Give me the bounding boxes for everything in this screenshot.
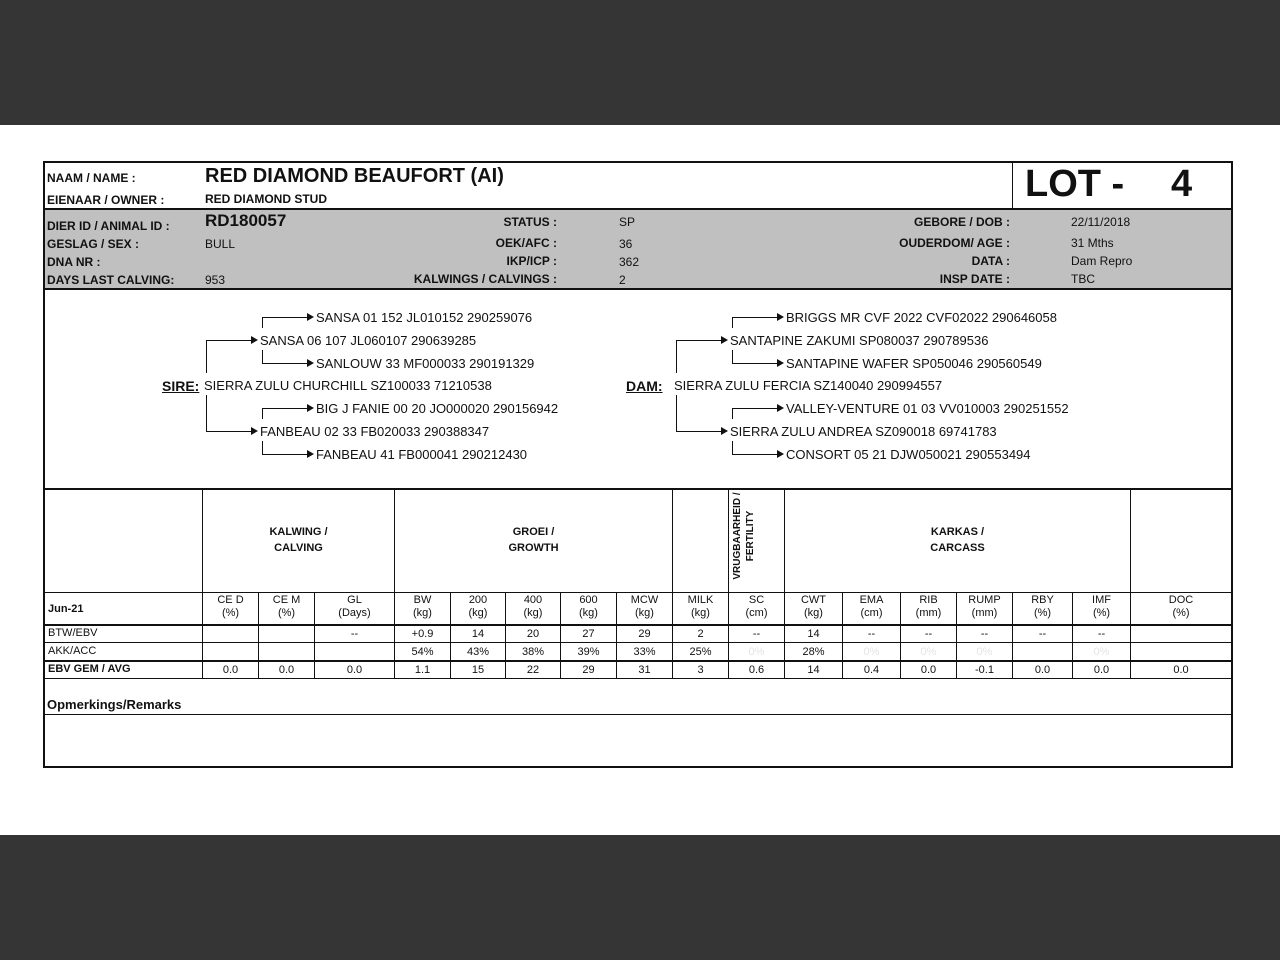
table-cell: --: [1038, 628, 1047, 640]
dam-sire-connector: [732, 363, 778, 364]
col-header-unit: (mm): [971, 607, 998, 619]
table-cell: 0.0: [1173, 664, 1189, 676]
col-header-unit: (%): [1092, 607, 1111, 619]
sire-sire-connector: [262, 317, 308, 318]
lot-label: LOT -: [1025, 163, 1125, 205]
col-header-rump: [957, 594, 1012, 620]
table-cell: 39%: [577, 646, 600, 658]
col-header-ce-m: [259, 594, 314, 620]
info-divider: [45, 288, 1231, 290]
top-letterbox: [0, 0, 1280, 125]
calvings-label: KALWINGS / CALVINGS :: [413, 272, 557, 286]
table-cell: 2: [697, 628, 704, 640]
dam-dam-connector: [732, 408, 733, 419]
sire-dam-dam-name: FANBEAU 41 FB000041 290212430: [316, 447, 528, 462]
table-cell: 1.1: [414, 664, 431, 676]
dam-sire-name: SANTAPINE ZAKUMI SP080037 290789536: [730, 333, 989, 348]
sire-connector: [206, 340, 252, 341]
table-cell: 14: [807, 664, 820, 676]
sire-connector: [206, 340, 207, 373]
table-cell: 29: [638, 628, 651, 640]
table-cell: --: [867, 628, 876, 640]
days-last-calving-label: DAYS LAST CALVING:: [47, 273, 175, 287]
sire-dam-connector: [262, 441, 263, 454]
sire-dam-connector: [262, 454, 308, 455]
sire-dam-name: FANBEAU 02 33 FB020033 290388347: [260, 424, 490, 439]
remarks-divider: [45, 714, 1231, 715]
dam-dam-sire-name: VALLEY-VENTURE 01 03 VV010003 290251552: [786, 401, 1069, 416]
group-carcass: [785, 524, 1130, 556]
col-header-name: CE M: [272, 594, 301, 606]
dam-sire-connector: [732, 317, 733, 328]
col-header-ema: [843, 594, 900, 620]
sire-sire-name: SANSA 06 107 JL060107 290639285: [260, 333, 477, 348]
arrow-icon: [307, 313, 314, 321]
table-cell: 0.0: [1034, 664, 1051, 676]
calvings-value: 2: [619, 273, 626, 287]
group-calving: [203, 524, 394, 556]
col-header-name: GL: [347, 594, 362, 606]
table-cell: --: [980, 628, 989, 640]
table-header-divider: [45, 624, 1231, 626]
owner-value: RED DIAMOND STUD: [205, 192, 327, 206]
data-value: Dam Repro: [1071, 254, 1133, 268]
table-cell: 25%: [689, 646, 712, 658]
col-header-unit: (mm): [915, 607, 942, 619]
dam-dam-name: SIERRA ZULU ANDREA SZ090018 69741783: [730, 424, 997, 439]
dam-name: SIERRA ZULU FERCIA SZ140040 290994557: [674, 378, 943, 393]
col-header-imf: [1073, 594, 1130, 620]
col-header-name: IMF: [1092, 594, 1111, 606]
table-cell: 29: [582, 664, 595, 676]
col-header-unit: (%): [277, 607, 296, 619]
sex-value: BULL: [205, 237, 236, 251]
table-cell: 0.0: [278, 664, 295, 676]
table-cell: 33%: [633, 646, 656, 658]
table-cell: 54%: [411, 646, 434, 658]
table-cell: 20: [526, 628, 540, 640]
arrow-icon: [721, 427, 728, 435]
table-cell: +0.9: [411, 628, 434, 640]
col-header-unit: (kg): [413, 607, 432, 619]
group-calving-line1: KALWING /: [269, 526, 328, 538]
table-cell: 38%: [521, 646, 545, 658]
col-header-unit: (%): [1172, 607, 1190, 619]
col-header-unit: (kg): [804, 607, 823, 619]
lot-divider: [1012, 163, 1013, 209]
status-value: SP: [619, 215, 636, 229]
dam-sire-sire-name: BRIGGS MR CVF 2022 CVF02022 290646058: [786, 310, 1057, 325]
col-header-unit: (cm): [745, 607, 768, 619]
col-header-600: [561, 594, 616, 620]
afc-label: OEK/AFC :: [495, 236, 557, 250]
table-cell: 0.0: [222, 664, 239, 676]
table-bottom-border: [45, 678, 1231, 679]
arrow-icon: [777, 313, 784, 321]
col-header-sc: [729, 594, 784, 620]
sire-dam-connector: [262, 408, 308, 409]
group-growth-line2: GROWTH: [508, 542, 559, 554]
row-label-avg: EBV GEM / AVG: [48, 663, 131, 675]
sire-connector: [206, 431, 252, 432]
col-header-unit: (%): [1033, 607, 1052, 619]
dam-dam-dam-name: CONSORT 05 21 DJW050021 290553494: [786, 447, 1031, 462]
age-label: OUDERDOM/ AGE :: [899, 236, 1010, 250]
sire-name: SIERRA ZULU CHURCHILL SZ100033 71210538: [204, 378, 492, 393]
dam-sire-connector: [732, 317, 778, 318]
table-cell: 0%: [920, 646, 937, 658]
insp-date-label: INSP DATE :: [939, 272, 1010, 286]
arrow-icon: [777, 404, 784, 412]
sire-dam-connector: [262, 408, 263, 419]
lot-number: 4: [1171, 163, 1193, 205]
lot-card: [43, 161, 1233, 768]
table-cell: 31: [638, 664, 651, 676]
insp-date-value: TBC: [1071, 272, 1095, 286]
sire-connector: [206, 395, 207, 431]
arrow-icon: [307, 359, 314, 367]
group-carcass-line2: CARCASS: [930, 542, 985, 554]
dam-dam-connector: [732, 441, 733, 454]
sire-label: SIRE:: [162, 378, 200, 394]
owner-label: EIENAAR / OWNER :: [47, 193, 165, 207]
dam-sire-connector: [732, 350, 733, 363]
col-header-name: MILK: [687, 594, 714, 606]
status-label: STATUS :: [503, 215, 557, 229]
col-header-200: [451, 594, 505, 620]
table-cell: 0.0: [1093, 664, 1110, 676]
col-header-name: 600: [579, 594, 598, 606]
col-header-name: CWT: [800, 594, 827, 606]
animal-id: RD180057: [205, 211, 287, 230]
sire-sire-connector: [262, 363, 308, 364]
col-header-unit: (kg): [691, 607, 710, 619]
animal-id-label: DIER ID / ANIMAL ID :: [47, 219, 170, 233]
sire-sire-connector: [262, 350, 263, 363]
col-header-unit: (cm): [860, 607, 883, 619]
group-calving-line2: CALVING: [274, 542, 323, 554]
col-header-name: 400: [523, 594, 543, 606]
table-cell: 0%: [748, 646, 765, 658]
table-cell: --: [350, 628, 359, 640]
col-header-unit: (Days): [338, 607, 371, 619]
table-group-divider: [45, 592, 1231, 593]
table-date-label: Jun-21: [48, 603, 84, 615]
dam-connector: [676, 340, 677, 373]
dam-dam-connector: [732, 408, 778, 409]
name-label: NAAM / NAME :: [47, 171, 136, 185]
table-cell: 27: [582, 628, 595, 640]
col-header-bw: [395, 594, 450, 620]
table-cell: 22: [526, 664, 540, 676]
remarks-text: [49, 723, 1225, 763]
dob-label: GEBORE / DOB :: [913, 215, 1010, 229]
arrow-icon: [307, 404, 314, 412]
group-growth-line1: GROEI /: [512, 526, 555, 538]
col-header-rib: [901, 594, 956, 620]
col-header-unit: (kg): [579, 607, 598, 619]
sire-sire-connector: [262, 317, 263, 328]
table-cell: 15: [471, 664, 485, 676]
col-header-name: MCW: [630, 594, 659, 606]
col-header-unit: (kg): [523, 607, 543, 619]
dam-connector: [676, 431, 722, 432]
col-divider: [1130, 488, 1131, 678]
col-header-cwt: [785, 594, 842, 620]
table-cell: 0.4: [863, 664, 880, 676]
sire-sire-dam-name: SANLOUW 33 MF000033 290191329: [316, 356, 535, 371]
col-header-unit: (%): [221, 607, 240, 619]
table-cell: 28%: [802, 646, 825, 658]
col-header-name: 200: [468, 594, 488, 606]
sire-dam-sire-name: BIG J FANIE 00 20 JO000020 290156942: [316, 401, 559, 416]
sex-label: GESLAG / SEX :: [47, 237, 140, 251]
col-header-mcw: [617, 594, 672, 620]
col-header-name: CE D: [217, 594, 244, 606]
col-header-name: EMA: [859, 594, 884, 606]
group-fertility-line2: FERTILITY: [745, 510, 756, 562]
col-header-name: BW: [413, 594, 432, 606]
col-header-gl: [315, 594, 394, 620]
col-divider: [202, 488, 203, 678]
group-carcass-line1: KARKAS /: [930, 526, 985, 538]
table-cell: 0.0: [346, 664, 363, 676]
dam-dam-connector: [732, 454, 778, 455]
dna-label: DNA NR :: [47, 255, 101, 269]
dob-value: 22/11/2018: [1071, 215, 1131, 229]
icp-value: 362: [619, 255, 640, 269]
group-fertility: [731, 481, 757, 591]
arrow-icon: [251, 427, 258, 435]
table-cell: --: [752, 628, 761, 640]
table-cell: --: [1097, 628, 1106, 640]
sire-sire-sire-name: SANSA 01 152 JL010152 290259076: [316, 310, 533, 325]
dam-connector: [676, 395, 677, 431]
group-growth: [395, 524, 672, 556]
table-cell: -0.1: [975, 664, 994, 676]
col-header-name: RUMP: [968, 594, 1001, 606]
table-row-divider: [45, 642, 1231, 643]
dam-sire-dam-name: SANTAPINE WAFER SP050046 290560549: [786, 356, 1042, 371]
row-label-ebv: BTW/EBV: [48, 627, 98, 639]
col-header-name: DOC: [1168, 594, 1194, 606]
data-label: DATA :: [971, 254, 1010, 268]
age-value: 31 Mths: [1071, 236, 1114, 250]
col-header-rby: [1013, 594, 1072, 620]
dam-connector: [676, 340, 722, 341]
icp-label: IKP/ICP :: [506, 254, 557, 268]
col-header-milk: [673, 594, 728, 620]
remarks-label: Opmerkings/Remarks: [47, 697, 182, 712]
col-header-name: RBY: [1031, 594, 1054, 606]
table-cell: 0.6: [748, 664, 765, 676]
col-header-doc: [1131, 594, 1231, 620]
table-cell: 14: [807, 628, 820, 640]
table-cell: 43%: [466, 646, 490, 658]
arrow-icon: [721, 336, 728, 344]
days-last-calving-value: 953: [205, 273, 226, 287]
col-header-ce-d: [203, 594, 258, 620]
table-top-border: [45, 488, 1231, 490]
col-header-name: SC: [748, 594, 765, 606]
table-cell: 0%: [976, 646, 993, 658]
afc-value: 36: [619, 237, 633, 251]
row-label-acc: AKK/ACC: [48, 645, 97, 657]
table-cell: --: [924, 628, 933, 640]
table-cell: 3: [697, 664, 704, 676]
table-cell: 0%: [863, 646, 880, 658]
table-cell: 0.0: [920, 664, 937, 676]
table-cell: 14: [471, 628, 485, 640]
bottom-letterbox: [0, 835, 1280, 960]
col-header-unit: (kg): [635, 607, 654, 619]
group-fertility-line1: VRUGBAARHEID /: [732, 492, 743, 580]
arrow-icon: [777, 450, 784, 458]
arrow-icon: [777, 359, 784, 367]
animal-name: RED DIAMOND BEAUFORT (AI): [205, 165, 504, 187]
table-cell: 0%: [1093, 646, 1110, 658]
col-header-400: [506, 594, 560, 620]
arrow-icon: [307, 450, 314, 458]
col-header-unit: (kg): [468, 607, 488, 619]
dam-label: DAM:: [626, 378, 663, 394]
col-header-name: RIB: [919, 594, 938, 606]
table-row-divider: [45, 660, 1231, 662]
arrow-icon: [251, 336, 258, 344]
